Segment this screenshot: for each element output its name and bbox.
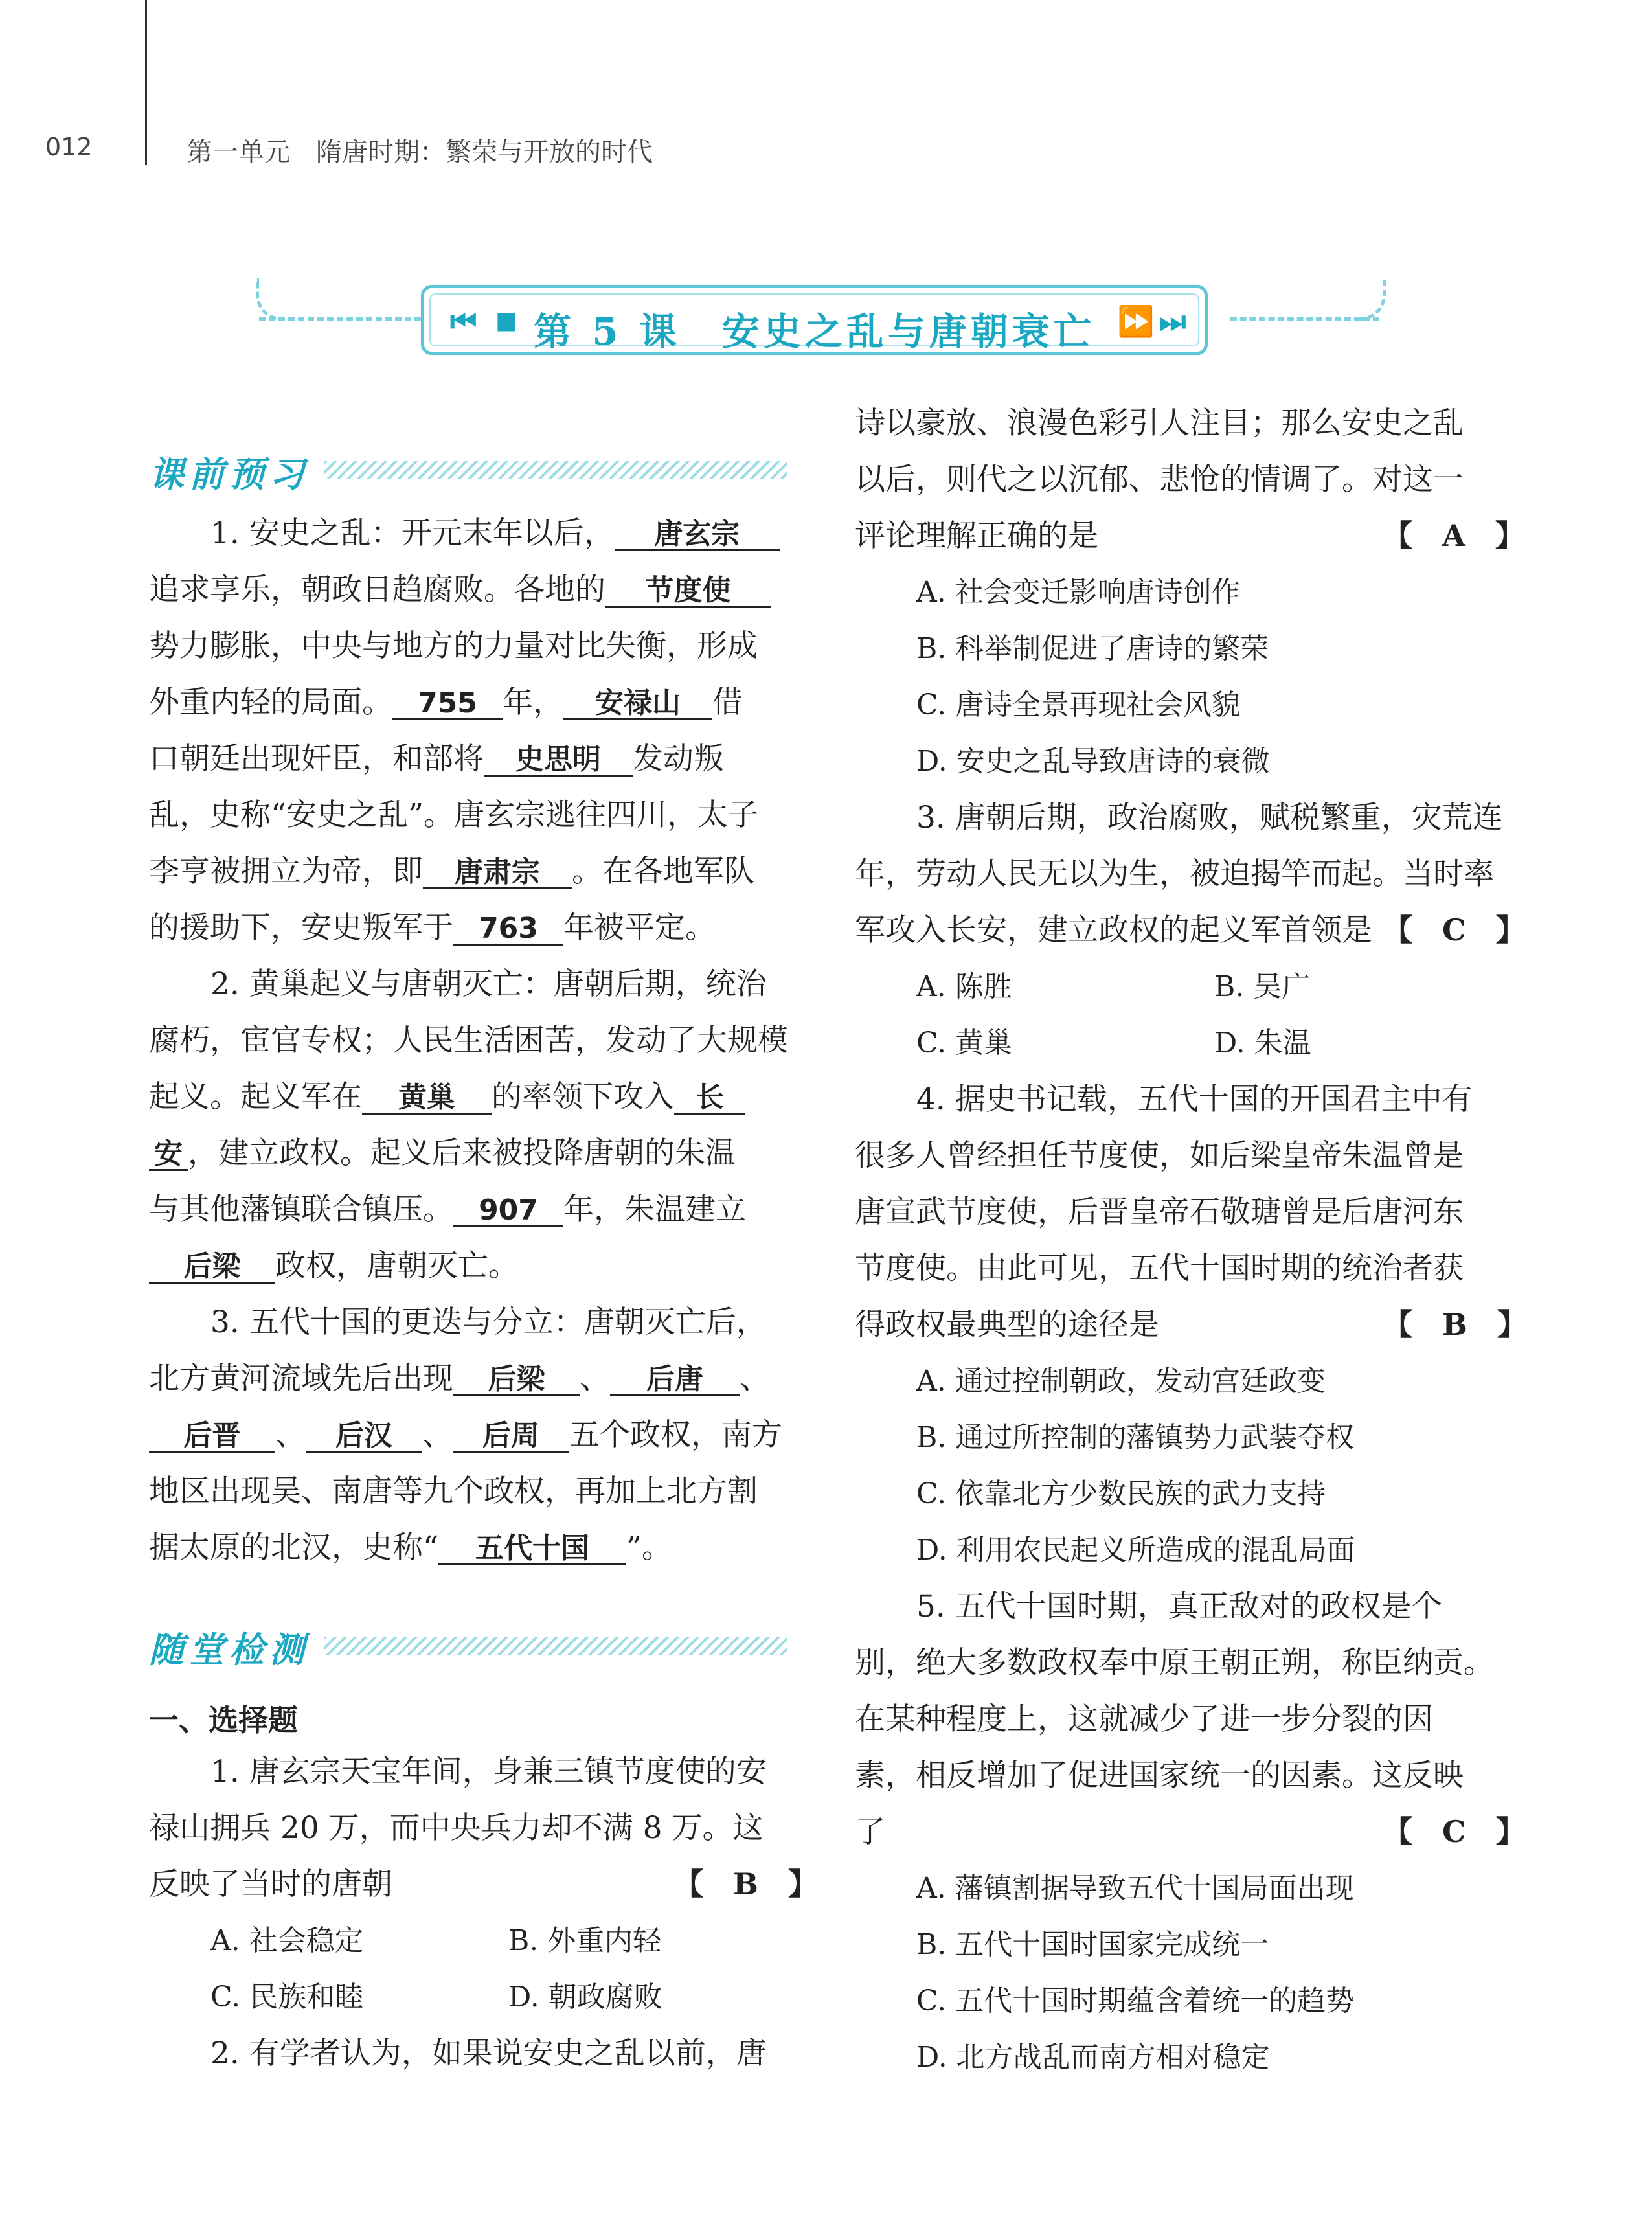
- text-line: 据太原的北汉，史称“ 五代十国 ”。: [149, 1530, 673, 1565]
- text-line: 2. 有学者认为，如果说安史之乱以前，唐: [210, 2036, 767, 2071]
- answer-blank: 安禄山: [563, 688, 712, 720]
- text-line: 后晋 、 后汉 、 后周 五个政权，南方: [149, 1420, 782, 1453]
- option-c: C. 五代十国时期蕴含着统一的趋势: [916, 1984, 1355, 2017]
- answer-bracket: 【 B 】: [673, 1867, 818, 1902]
- skip-back-icon: ⏮: [450, 304, 477, 339]
- option-a: A. 社会稳定: [210, 1924, 363, 1957]
- option-b: B. 外重内轻: [508, 1924, 662, 1957]
- text-line: 年，劳动人民无以为生，被迫揭竿而起。当时率: [855, 856, 1494, 892]
- text-line: 追求享乐，朝政日趋腐败。各地的 节度使: [149, 574, 771, 608]
- text-line: 节度使。由此可见，五代十国时期的统治者获: [855, 1251, 1464, 1286]
- header-divider: [145, 0, 147, 165]
- text-line: 以后，则代之以沉郁、悲怆的情调了。对这一: [855, 462, 1464, 497]
- option-c: C. 唐诗全景再现社会风貌: [916, 688, 1241, 721]
- text-line: 1. 安史之乱：开元末年以后， 唐玄宗: [210, 518, 780, 551]
- option-d: D. 朝政腐败: [508, 1981, 662, 2014]
- text-line: 素，相反增加了促进国家统一的因素。这反映: [855, 1758, 1464, 1793]
- text-line: 别，绝大多数政权奉中原王朝正朔，称臣纳贡。: [855, 1645, 1494, 1681]
- text-line: 军攻入长安，建立政权的起义军首领是: [855, 913, 1372, 948]
- option-a: A. 藩镇割据导致五代十国局面出现: [916, 1872, 1354, 1905]
- section-test: [149, 1622, 787, 1668]
- banner-decoration-left: [256, 278, 285, 321]
- text-line: 李亨被拥立为帝，即 唐肃宗 。在各地军队: [149, 854, 754, 889]
- lesson-title: 第 5 课 安史之乱与唐朝衰亡: [534, 310, 1095, 354]
- section-preview: [149, 447, 787, 495]
- text-line: 3. 五代十国的更迭与分立：唐朝灭亡后，: [210, 1304, 767, 1340]
- option-c: C. 黄巢: [916, 1027, 1013, 1060]
- answer-blank: 755: [392, 688, 503, 720]
- option-a: A. 社会变迁影响唐诗创作: [916, 576, 1240, 609]
- text-line: 乱，史称“安史之乱”。唐玄宗逃往四川，太子: [149, 797, 759, 833]
- answer-blank: 763: [453, 913, 563, 946]
- option-b: B. 通过所控制的藩镇势力武装夺权: [916, 1421, 1355, 1454]
- text-line: 后梁 政权，唐朝灭亡。: [149, 1251, 519, 1284]
- option-b: B. 科举制促进了唐诗的繁荣: [916, 632, 1269, 665]
- answer-blank: 后晋: [149, 1420, 275, 1453]
- answer-blank: 后梁: [149, 1251, 275, 1284]
- answer-blank: 907: [453, 1195, 563, 1227]
- text-line: 得政权最典型的途径是: [855, 1307, 1159, 1343]
- answer-blank: 黄巢: [362, 1082, 492, 1115]
- text-line: 地区出现吴、南唐等九个政权，再加上北方割: [149, 1473, 758, 1509]
- text-line: 唐宣武节度使，后晋皇帝石敬瑭曾是后唐河东: [855, 1194, 1464, 1230]
- text-line: 禄山拥兵 20 万，而中央兵力却不满 8 万。这: [149, 1810, 764, 1846]
- text-line: 评论理解正确的是: [855, 518, 1098, 554]
- answer-blank: 长: [674, 1082, 745, 1115]
- answer-blank: 史思明: [484, 744, 633, 777]
- answer-blank: 后唐: [610, 1364, 740, 1396]
- fast-forward-icon: ⏩: [1117, 304, 1155, 339]
- answer-blank: 后周: [453, 1420, 569, 1453]
- answer-blank: 节度使: [605, 575, 771, 608]
- answer-blank: 安: [149, 1139, 188, 1171]
- lesson-banner: [421, 285, 1208, 355]
- text-line: 5. 五代十国时期，真正敌对的政权是个: [916, 1589, 1442, 1624]
- text-line: 势力膨胀，中央与地方的力量对比失衡，形成: [149, 628, 758, 664]
- option-c: C. 依靠北方少数民族的武力支持: [916, 1477, 1326, 1510]
- page-number: 012: [45, 133, 93, 161]
- answer-bracket: 【 A 】: [1383, 518, 1525, 553]
- text-line: 腐朽，宦官专权；人民生活困苦，发动了大规模: [149, 1023, 788, 1058]
- text-line: 4. 据史书记载，五代十国的开国君主中有: [916, 1082, 1473, 1117]
- banner-dash-left: [259, 317, 421, 321]
- option-d: D. 北方战乱而南方相对稳定: [916, 2041, 1270, 2074]
- text-line: 在某种程度上，这就减少了进一步分裂的因: [855, 1701, 1433, 1737]
- option-a: A. 陈胜: [916, 970, 1012, 1003]
- answer-blank: 后梁: [453, 1364, 580, 1396]
- text-line: 诗以豪放、浪漫色彩引人注目；那么安史之乱: [855, 405, 1464, 441]
- section-hatch: [324, 1637, 787, 1655]
- text-line: 起义。起义军在 黄巢 的率领下攻入 长: [149, 1082, 745, 1115]
- text-line: 的援助下，安史叛军于 763 年被平定。: [149, 910, 716, 946]
- answer-blank: 唐玄宗: [615, 519, 780, 551]
- section-test-title: 随堂检测: [149, 1629, 310, 1670]
- option-d: D. 朱温: [1214, 1027, 1311, 1060]
- text-line: 很多人曾经担任节度使，如后梁皇帝朱温曾是: [855, 1138, 1464, 1174]
- answer-blank: 后汉: [306, 1420, 422, 1453]
- option-b: B. 吴广: [1214, 970, 1311, 1003]
- unit-title: 第一单元 隋唐时期：繁荣与开放的时代: [187, 137, 653, 167]
- text-line: 反映了当时的唐朝: [149, 1867, 392, 1902]
- skip-forward-icon: ⏭: [1159, 304, 1186, 339]
- text-line: 3. 唐朝后期，政治腐败，赋税繁重，灾荒连: [916, 800, 1503, 835]
- text-line: 外重内轻的局面。 755 年， 安禄山 借: [149, 685, 743, 720]
- answer-blank: 唐肃宗: [423, 857, 572, 889]
- text-line: 安 ，建立政权。起义后来被投降唐朝的朱温: [149, 1138, 736, 1171]
- option-a: A. 通过控制朝政，发动宫廷政变: [916, 1365, 1326, 1398]
- text-line: 北方黄河流域先后出现 后梁 、 后唐 、: [149, 1361, 770, 1396]
- text-line: 与其他藩镇联合镇压。 907 年，朱温建立: [149, 1192, 746, 1227]
- text-line: 了: [855, 1814, 885, 1850]
- answer-bracket: 【 C 】: [1383, 913, 1526, 948]
- option-d: D. 安史之乱导致唐诗的衰微: [916, 745, 1270, 778]
- option-b: B. 五代十国时国家完成统一: [916, 1928, 1269, 1961]
- answer-blank: 五代十国: [438, 1533, 626, 1565]
- section-preview-title: 课前预习: [149, 453, 310, 495]
- answer-bracket: 【 C 】: [1383, 1814, 1526, 1849]
- subsection-choice: 一、选择题: [149, 1703, 298, 1738]
- text-line: 口朝廷出现奸臣，和部将 史思明 发动叛: [149, 741, 724, 777]
- option-c: C. 民族和睦: [210, 1981, 364, 2014]
- section-hatch: [324, 461, 787, 479]
- answer-bracket: 【 B 】: [1383, 1307, 1527, 1342]
- square-icon: ■: [495, 308, 518, 334]
- text-line: 2. 黄巢起义与唐朝灭亡：唐朝后期，统治: [210, 966, 767, 1002]
- option-d: D. 利用农民起义所造成的混乱局面: [916, 1534, 1355, 1567]
- text-line: 1. 唐玄宗天宝年间，身兼三镇节度使的安: [210, 1754, 767, 1789]
- banner-decoration-right: [1357, 278, 1386, 321]
